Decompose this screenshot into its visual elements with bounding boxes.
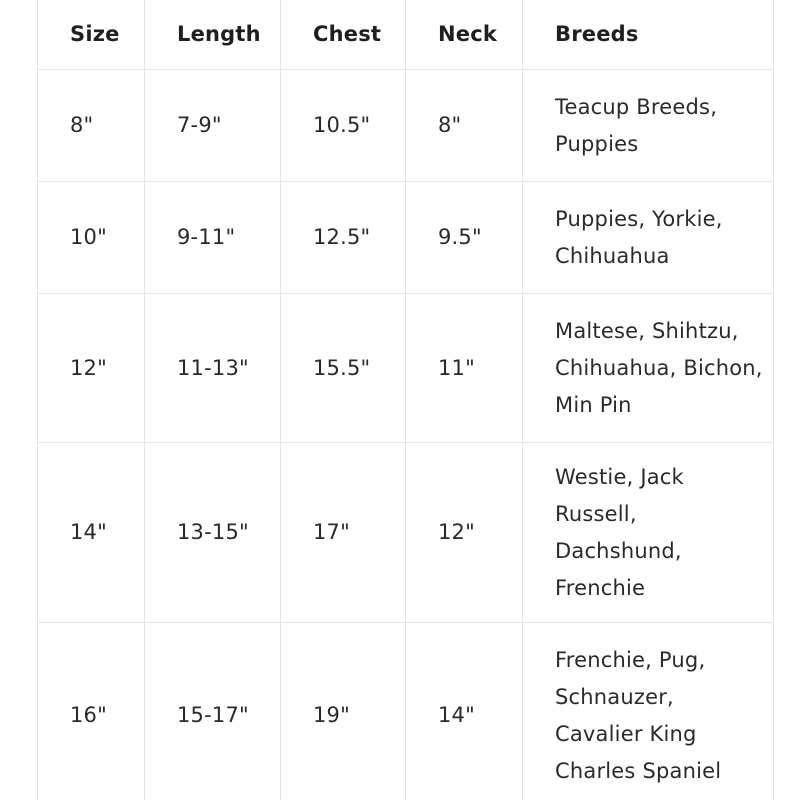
header-row xyxy=(38,0,774,70)
cell-size: 14" xyxy=(38,443,145,623)
table-row xyxy=(38,443,774,623)
cell-size: 8" xyxy=(38,70,145,182)
cell-chest: 10.5" xyxy=(281,70,406,182)
table-row xyxy=(38,182,774,294)
cell-breeds: Teacup Breeds, Puppies xyxy=(523,70,774,182)
cell-length: 11-13" xyxy=(145,294,281,443)
header-size: Size xyxy=(38,0,145,70)
cell-size: 16" xyxy=(38,623,145,800)
cell-neck: 11" xyxy=(406,294,523,443)
cell-length: 13-15" xyxy=(145,443,281,623)
cell-chest: 19" xyxy=(281,623,406,800)
cell-neck: 14" xyxy=(406,623,523,800)
header-chest: Chest xyxy=(281,0,406,70)
cell-chest: 15.5" xyxy=(281,294,406,443)
header-neck: Neck xyxy=(406,0,523,70)
cell-chest: 17" xyxy=(281,443,406,623)
table-row xyxy=(38,294,774,443)
header-breeds: Breeds xyxy=(523,0,774,70)
cell-size: 12" xyxy=(38,294,145,443)
header-length: Length xyxy=(145,0,281,70)
size-chart-table xyxy=(37,0,774,800)
cell-length: 7-9" xyxy=(145,70,281,182)
table-row xyxy=(38,623,774,800)
cell-chest: 12.5" xyxy=(281,182,406,294)
cell-neck: 8" xyxy=(406,70,523,182)
cell-neck: 9.5" xyxy=(406,182,523,294)
cell-length: 9-11" xyxy=(145,182,281,294)
cell-breeds: Westie, Jack Russell, Dachshund, Frenchie xyxy=(523,443,774,623)
cell-breeds: Frenchie, Pug, Schnauzer, Cavalier King Charles Spaniel xyxy=(523,623,774,800)
cell-length: 15-17" xyxy=(145,623,281,800)
cell-breeds: Maltese, Shihtzu, Chihuahua, Bichon, Min Pin xyxy=(523,294,774,443)
cell-breeds: Puppies, Yorkie, Chihuahua xyxy=(523,182,774,294)
cell-neck: 12" xyxy=(406,443,523,623)
cell-size: 10" xyxy=(38,182,145,294)
table-row xyxy=(38,70,774,182)
